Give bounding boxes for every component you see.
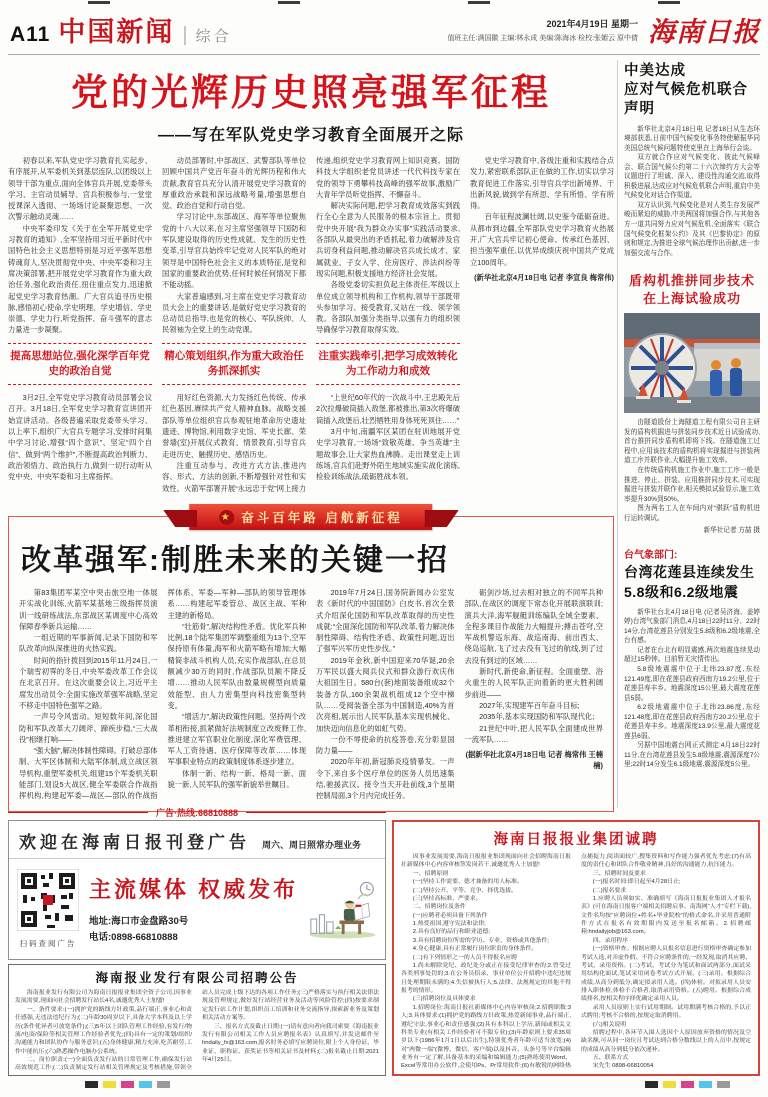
group-recruit-body (401, 853, 751, 1073)
paragraph: 海南报业发行有限公司为海南日报报业集团全资子公司,因事业发展需要,现面向社会招聘发行站长4名,诚邀优秀人士加盟! (15, 990, 192, 1005)
paragraph: 各级党委切实担负起主体责任,军级以上单位成立领导机构和工作机构,领导干部既带头参加学习、接受教育,又站在一线、领学领教。各部队加强分类指导,以强有力的组织领导确保学习教育取得实效。 (316, 280, 460, 335)
paragraph: 5.8级地震震中位于北纬23.87度,东经121.49度,即在花莲县政府西南方19.2公里,位于花莲县寿丰乡。地震深度15公里,最大震度花莲县5弱。 (624, 665, 760, 702)
paragraph: 一组近期的军事新闻,记录下国防和军队改革向纵深推进的火热实践。 (19, 633, 158, 654)
climate-article (624, 62, 760, 258)
paragraph: 一、条件要求:(一)拥护党的路线方针政策,品行端正,事业心和责任感强,无违法违纪行为;(二)年龄30周岁以下,具备大学本科及以上学历(条件优异者可放宽条件);(三)5年以上团队管理工作经验,有发行/物流/电商/保险等相关管理工作经验者优先;(四)具有一定的策划/组织/沟通能力和团队协作与服务意识;(五)身体健康,精力充沛,吃苦耐劳,工作中能抗压;(六)熟悉操作电脑办公系统。 (15, 1006, 192, 1055)
paragraph: 新时代,新使命,新征程。全面重塑、浴火重生的人民军队正向着新的更大胜利阔步前进—— (464, 667, 603, 699)
paragraph: 2.具有良好的品行和职业道德; (412, 929, 491, 936)
subsection-title: 综合 (195, 28, 232, 45)
paragraph: 记者在台北有明显震感,两次地震连续晃动超过15秒钟。目前暂无灾情传出。 (624, 646, 760, 664)
paragraph: 3月中旬,南疆军区某团在驻训地展开党史学习教育,一场场“致敬英雄、争当英雄”主题故事会,让大家热血沸腾。走出课堂走上训练场,官兵们赴野外陌生地域实施实战化演练,检验训练战法,砥砺胜战本领。 (316, 427, 460, 482)
paragraph: 二、招聘岗位及条件 (412, 904, 466, 911)
paragraph: 2020年年初,新冠肺炎疫情暴发。一声令下,来自多个医疗单位的医务人员迅速集结,驰援武汉。接令当天开赴前线,3个星期控制局面,3个月内完成任务。 (316, 757, 455, 801)
edition-number: A11 (10, 23, 51, 46)
shield-photo-byline: 新华社记者 方喆 摄 (703, 527, 760, 535)
qr-caption: 扫码查阅广告 (19, 939, 77, 948)
paragraph: 因事业发展需要,海南日报报业集团现面向社会招聘海南日报社新媒体中心内容审核签发岗若干,诚邀优秀人士加盟! (401, 854, 571, 869)
climate-headline-line2: 应对气候危机联合声明 (624, 81, 748, 117)
main-subtitle: ——写在军队党史学习教育全面展开之际 (157, 127, 464, 144)
group-recruit-title: 海南日报报业集团诚聘 (493, 832, 659, 848)
ad-hotline-label: 广告·热线:66810888 (155, 808, 239, 818)
paragraph: 一份不辱使命的抗疫答卷,充分彰显国防力量—— (316, 734, 455, 756)
paragraph: 图为两名工人在车间内对“骐跃”盾构机进行运转调试。 (624, 505, 760, 522)
faxing-recruit-body (15, 989, 379, 1075)
paragraph: 新华社北京4月18日电 记者18日从生态环境部获悉,日前中国气候变化事务特使解振华同美国总统气候问题特使克里在上海举行会谈。 (624, 125, 760, 152)
earthquake-headline-line2: 5.8级和6.2级地震 (624, 584, 739, 601)
paragraph: (三)招聘岗位及具体要求 (412, 996, 476, 1003)
paragraph: 在传统盾构机施工作业中,施工工序一般是推进、停止、拼装。应用推拼同步技术,可实现掘进与拼装并联作业,相关模拟试验显示,施工效率提升30%到50%。 (624, 467, 760, 503)
color-calibration-bar (85, 1081, 170, 1088)
paragraph: 学习讨论中,东部战区、海军等单位聚焦党的十八大以来,在习主席坚强领导下国防和军队建设取得的历史性成就、发生的历史性变革,引导官兵始终牢记党对人民军队的绝对领导是中国特色社会主义的本质特征,是党和国家的重要政治优势,任何时候任何情况下都不能动摇。 (162, 212, 306, 290)
group-recruit-box (392, 820, 760, 1076)
paragraph: 双方就合作应对气候变化、彼此气候峰会、联合国气候公约第二十六次缔约方大会等议题进行了坦诚、深入、建设性沟通交流,取得积极进展,达成应对气候危机联合声明,重启中美气候变化对话合作渠道。 (624, 154, 760, 200)
paragraph: (一)资格审查。根据应聘人员报名信息进行资格审查确定参加考试人选,对弄虚作假、不符合应聘条件的,一经发现,取消其应聘、考试、录用资格。(二)考试。考试分为笔试和面试两部分,面试采用结构化面试,笔试采用闭卷考试方式开展。(三)录用。根据综合成绩,从高分到低分,确定拟录用人选。(四)体检。对拟录用人员安排入职体检,体检不合格者,取消录用资格。(五)聘用。根据综合成绩排名,按相关程序择优确定录用人员。 (581, 946, 751, 1003)
series-banner-label: 奋斗百年路 启航新征程 (241, 511, 403, 525)
earthquake-article (624, 546, 760, 770)
ad-welcome-row (9, 821, 385, 859)
header-rule (8, 54, 760, 55)
date-line: 2021年4月19日 星期一 (546, 18, 638, 29)
paragraph: “上世纪60年代的一次战斗中,王忠殿先后2次拉爆破筒插入敌堡,都被推出,第3次将爆破筒插入敌堡后,壮烈牺牲用身体死死顶住……” (316, 393, 460, 425)
paragraph: 招聘过程中,各环节入围人选因个人原因放弃资格的情况及空缺名额,可从同一岗位且考试达到合格分数线以上的人员中,按规定的成绩从高分到低分依次递补。 (581, 1029, 751, 1053)
main-article (8, 62, 614, 501)
section-block (10, 10, 232, 49)
article-subhead-2: 精心策划组织,作为重大政治任务抓深抓实 (162, 343, 306, 385)
paragraph: 三、招聘时间及要求 (592, 870, 646, 877)
paragraph: 大家普遍感到,习主席在党史学习教育动员大会上的重要讲话,是做好党史学习教育的总动员总指导,也是党的核心、军队统帅、人民领袖为全党上的生动党课。 (162, 291, 306, 335)
paragraph: 2019年7月24日,国务院新闻办公室发表《新时代的中国国防》白皮书,首次全景式介绍深化国防和军队改革取得的历史性成就:“全面深化国防和军队改革,着力解决体制性障碍、结构性矛盾、政策性问题,迈出了强军兴军历史性步伐。” (316, 588, 455, 654)
paragraph: 1.尚未解除党纪、政纪处分或正在接受纪律审查的;2.曾受过各类刑事处罚的;3.在公务员招录、事业单位公开招聘中违纪违规且处理期限未满的;4.失信被执行人;5.法律、法规规定的其他不得报考的情形。 (401, 962, 571, 994)
paragraph: 1.应聘人员须如实、准确填写《海南日报报业集团人才报名表》(可在海南日报客户端相关招聘启事、南海网“人才”专栏下载),文件名均按“应聘岗位+姓名+毕业院校”的格式命名,并采用普通附件方式在报名有效期限内发送至报名邮箱。2.招聘邮箱:hndailyjob@163.com。 (581, 895, 751, 936)
shield-caption (624, 418, 760, 523)
paragraph: (六)相关说明 (592, 1021, 627, 1028)
staff-line: 值班主任:满国徽 主编:林永成 美编:陈海冰 检校:张媚云 原中倩 (447, 34, 638, 42)
paragraph: 6.2级地震震中位于北纬23.86度,东经121.48度,即在花莲县政府西南方20.2公里,位于花莲县寿丰乡。地震深度13.9公里,最大震度花莲县6弱。 (624, 704, 760, 740)
ad-slogan-block (89, 873, 298, 944)
registration-mark (468, 1, 490, 4)
paragraph: 百年征程波澜壮阔,以史鉴今砥砺奋进。从都市到边疆,全军部队党史学习教育火热展开,广大官兵牢记初心使命、传承红色基因、担当强军重任,以优异成绩庆祝中国共产党成立100周年。 (470, 212, 614, 267)
shield-machine-photo (624, 313, 760, 413)
paragraph: 用好红色资源,大力发扬红色传统、传承红色基因,赓续共产党人精神血脉。战略支援部队等单位组织官兵参观驻地革命历史遗址遗迹、博物馆,利用数字史馆、军史长廊、荣誉墙(室)开展仪式教育、情景教育,引导官兵走进历史、触摸历史、感悟历史。 (162, 393, 306, 459)
party-emblem-icon: ★ (220, 511, 233, 523)
paragraph: 2035年,基本实现国防和军队现代化; (479, 712, 595, 722)
paragraph: “强大脑”,解决体制性障碍。打破总部体制、大军区体制和大陆军体制,成立战区领导机构,重塑军委机关,组建15个军委机关职能部门,划设5大战区,健全军委联合作战指挥机构,构建起军委—战区—部队的作战指挥体系、军委—军种—部队的领导管理体系……构建起军委管总、战区主战、军种主建的新格局。 (19, 588, 306, 801)
paragraph: 一声号令风雷动。短短数年间,深化国防和军队改革大刀阔斧、蹄疾步稳,“三大战役”相继打响—— (19, 712, 158, 744)
ad-welcome-text: 欢迎在海南日报刊登广告 (19, 833, 250, 852)
ad-hotline-rule (8, 806, 386, 819)
paragraph: 新华社台北4月18日电 (记者吴济海、姜婷婷)台湾气象部门消息,4月18日22时11分、22时14分,台湾花莲县分别发生5.8级和6.2级地震,全台有感。 (624, 608, 760, 645)
newspaper-ad-box (8, 820, 386, 960)
main-article-byline: (新华社北京4月18日电 记者 李宣良 梅常伟) (474, 272, 614, 282)
paragraph: 一、招聘原则 (412, 870, 449, 877)
reform-headline: 改革强军:制胜未来的关键一招 (21, 544, 449, 577)
column-divider (617, 60, 618, 808)
paragraph: 四、录用程序 (592, 937, 629, 944)
paragraph: 2019年金秋,新中国迎来70华诞,20余万军民以盛大阅兵仪式和群众游行欢庆伟大祖国生日。580台(套)地面装备组成32个装备方队,160余架战机组成12个空中梯队……受阅装备全部为中国制造,40%为首次亮相,展示出人民军队基本实现机械化、加快迈向信息化的如虹气势。 (316, 655, 455, 733)
reform-paragraphs (19, 587, 603, 809)
paragraph: 由隧道股份上海隧道工程有限公司自主研发的盾构机掘进与拼装同步技术近日试验成功,首台推拼同步盾构机即将下线。在隧道施工过程中,应用该技术的盾构机将实现掘进与拼装两道工序并联作业,大幅提升施工效率。 (624, 419, 760, 465)
paragraph: 3月2日,全军党史学习教育动员部署会议召开。3月18日,全军党史学习教育宣讲团开始宣讲活动。各级普遍采取党委带头学习、以上率下,组织广大官兵专题学习,安排时间集中学习讨论,增强“四个意识”、坚定“四个自信”、做到“两个维护”,不断提高政治判断力、政治领悟力、政治执行力,做到一切行动听从党中央、中央军委和习主席指挥。 (8, 393, 152, 482)
earthquake-kicker: 台气象部门: (624, 550, 678, 562)
newspaper-logo: 海南日报 (648, 17, 760, 48)
paragraph: 砺剑沙场,过去相对独立的不同军兵种部队,在战区的调度下常态化开展联演联训;演兵大洋,海军舰艇训练编队全域全要素、全程多课目作战能力大幅提升;搏击苍穹,空军战机警巡东海、战巡南海、前出西太、绕岛巡航,飞了过去没有飞过的航线,到了过去没有到过的区域…… (464, 588, 603, 665)
paragraph: “壮筋骨”,解决结构性矛盾。优化军兵种比例,18个陆军集团军调整重组为13个,空军保持原有体量,海军和火箭军略有增加;大幅精简非战斗机构人员,充实作战部队,在总员额减少30万的同时,作战部队员额不降反增……推动人民军队由数量规模型向质量效能型、由人力密集型向科技密集型转变。 (167, 621, 306, 710)
earthquake-headline-line1: 台湾花莲县连续发生 (624, 564, 755, 581)
faxing-recruit-title: 海南报业发行有限公司招聘公告 (95, 971, 299, 985)
paragraph: 2027年,实现建军百年奋斗目标; (479, 700, 580, 710)
paragraph: 1.招聘岗位:海南日报社新媒体中心内容审核岗;2.招聘职数:3人;3.具体要求:(1)拥护党的路线方针政策,热爱新闻事业,品行端正,遵纪守法,事业心和责任感强;(2)具有本科以上学历,新闻或相关文科类专业(有相关工作经验者可不限专业);(3)年龄原则上要求35周岁以下(1986年1月1日以后出生),特别优秀者年龄可适当放宽;(4)对“两微一端”(微博、微信、客户端)以及抖音、头条号等平台编辑业务有一定了解,具备基本的采编和编辑能力;(5)熟练使用Word、Excel等常用办公软件,会使用Ps、Pr常用软件;(6)有敏锐的网络热点捕捉力,阅读面较广,搜集资料和写作能力强者优先考虑;(7)有高度的责任心和团队合作敬业精神,良好的沟通能力,抗压能力。 (401, 854, 751, 1070)
ad-phone: 电话:0898-66810888 (89, 931, 178, 943)
paragraph: (三)坚持高标准、严要求。 (412, 895, 482, 902)
shield-headline-line1: 盾构机推拼同步技术 (628, 273, 755, 289)
climate-headline-line1: 中美达成 (624, 63, 686, 79)
ad-cartoon-illustration (308, 867, 377, 951)
paragraph: (二)坚持公开、平等、竞争、择优选拔。 (412, 887, 517, 894)
paragraph: “增活力”,解决政策性问题。坚持两个改革相衔接,抓紧做好法规制度立改废释工作,推进建立军官职业化制度,深化军费管理、军人工资待遇、医疗保障等改革……体现军事职业特点的政策制度体系逐步建立。 (167, 712, 306, 767)
ad-address: 地址:海口市金盘路30号 (89, 916, 189, 928)
paragraph: 时间的指针拨回到2015年11月24日,一个瑞雪初霁的冬日,中央军委改革工作会议在北京召开。在这次重要会议上,习近平主席发出动员令:全面实施改革强军战略,坚定不移走中国特色强军之路。 (19, 655, 158, 710)
shield-machine-article (624, 272, 760, 534)
paragraph: 党史学习教育中,各级注重和实践结合点发力,紧密联系部队正在做的工作,切实以学习教育促进工作落实,引导官兵学出新境界、干出新风貌,做到学有所思、学有所悟、学有所得。 (470, 156, 614, 211)
paragraph: 1.热爱祖国,遵守宪法和法律; (412, 921, 486, 927)
paragraph: 3.具有招聘岗位所需的学历、专业、资格或其他条件; (412, 937, 549, 944)
paragraph: 双方认识到,气候变化是对人类生存发展严峻而紧迫的威胁,中美两国将加强合作,与其他各方一道共同努力应对气候危机,全面落实《联合国气候变化框架公约》及其《巴黎协定》的原则和规定,为推进全球气候治理作出贡献,进一步加强交流与合作。 (624, 201, 760, 257)
paragraph: 解决实际问题,把学习教育成效落实到践行全心全意为人民服务的根本宗旨上。贯彻党中央开展“我为群众办实事”实践活动要求,各部队从最突出的矛盾抓起,着力破解涉及官兵切身利益问题,推动解决官兵成长成才、家属就业、子女入学、住房医疗、涉法纠纷等现实问题,积极支援地方经济社会发展。 (316, 201, 460, 278)
paragraph: (一)坚持工作需要、德才兼备的用人标准。 (412, 879, 523, 886)
masthead-block (447, 10, 760, 49)
article-subhead-1: 提高思想站位,强化深学百年党史的政治自觉 (8, 343, 152, 385)
paragraph: 五、联系方式 (592, 1055, 629, 1061)
main-article-body (8, 155, 614, 501)
paragraph: 体制一新、结构一新、格局一新、面貌一新,人民军队的强军新貌举世瞩目。 (167, 768, 306, 790)
qr-code (17, 869, 79, 931)
paragraph: 中央军委印发《关于在全军开展党史学习教育的通知》,全军坚持用习近平新时代中国特色社会主义思想特别是习近平强军思想铸魂育人,坚决贯彻党中央、中央军委和习主席决策部署,把开展党史学习教育作为重大政治任务,强化政治责任,扭住重点发力,迅速掀起党史学习教育热潮。广大官兵追寻历史根脉,感悟初心使命,学史明理、学史增信、学史崇德、学史力行,听党指挥、奋斗强军的意志力量进一步凝聚。 (8, 223, 152, 335)
sidebar-column (624, 62, 760, 770)
intro-paragraphs (8, 155, 152, 336)
paragraph: 动员部署时,中部战区、武警部队等单位回顾中国共产党百年奋斗的光辉历程和伟大贡献,教育官兵充分认清开展党史学习教育的厚重政治承载和深远战略考量,增强思想自觉、政治自觉和行动自觉。 (162, 156, 306, 211)
paragraph: 三、报名方式及截止日期:(一)请有意向者向我司索要《海南报业发行有限公司相关工作人员应聘报名表》认真填写,并发送邮件至hndaily_fx@163.com,报名时务必填写应聘岗位,附上个人身份证、毕业证、职称证、获奖证书等相关证书及材料;(二)报名截止日期:2021年4月25日。 (202, 1023, 379, 1063)
paragraph: (二)报名要求 (592, 887, 627, 894)
article-subhead-3: 注重实践牵引,把学习成效转化为工作动力和成效 (316, 343, 460, 385)
registration-mark (658, 1, 680, 4)
ad-welcome-note: 周六、周日照常办理业务 (262, 840, 362, 850)
paragraph: 第83集团军某空中突击旅空地一体展开实战化训练,火箭军某基地三级指挥员演训一线研练战法,东部战区某调度中心高效保障春季新兵运输…… (19, 588, 158, 631)
issue-meta (447, 17, 638, 43)
page-header (10, 10, 760, 49)
color-calibration-bar (645, 1081, 730, 1088)
paragraph: 初春以来,军队党史学习教育扎实起步、有序展开,从军委机关到基层连队,以团级以上领导干部为重点,面向全体官兵开展,党委带头学习、主官动员辅导、官兵积极参与,一堂堂授课深入透彻、一场场讨论凝聚思想、一次次警示触动灵魂…… (8, 156, 152, 222)
earthquake-body (624, 608, 760, 770)
faxing-recruit-box (8, 964, 386, 1076)
qr-block (17, 869, 79, 949)
registration-mark (278, 1, 300, 4)
paragraph: 录用人员原则上实行试用期制。试用期满考核合格的,予以正式聘用;考核不合格的,按规定取消聘用。 (581, 1004, 751, 1020)
ad-slogan: 主流媒体 权威发布 (89, 877, 299, 903)
ad-content-row (9, 859, 385, 955)
main-headline: 党的光辉历史照亮强军征程 (71, 72, 551, 113)
reform-article-box (8, 511, 614, 812)
paragraph: (一)报名时间:即日起至4月28日止; (592, 879, 681, 886)
paragraph: 4.身心健康,具有正常履行岗位职责的身体条件。 (412, 946, 538, 953)
paragraph: (一)应聘者必须具备下列条件 (412, 912, 488, 919)
shield-headline-line2: 在上海试验成功 (642, 290, 741, 306)
registration-mark (88, 1, 110, 4)
series-banner (189, 504, 432, 530)
paragraph: 注重互动参与、改进方式方法,推进内容、形式、方法的创新,不断增强针对性和实效性。火箭军部署开展“永远忠于党”网上接力传递,组织党史学习教育网上知识竞赛。国防科技大学组织老党员讲述一代代科技专家在党的领导下勇攀科技高峰的强军故事,激励广大青年学员听党指挥、不懈奋斗。 (162, 156, 460, 493)
paragraph: 二、岗位职责:(一)全面负责发行站的日常管理工作,确保发行站高效规范工作;(二)负责制定发行站相关管理规定及考核措施,带领全站人员完成上级下达的各项工作任务;(三)严格落实与执行相关法律法规及管理规定,做好发行站经营业务及活动等风险管控;(四)按要求制定发行站工作计划,组织员工培训和业务交流指导,探索新业务及策划相关活动方案等。 (15, 990, 379, 1072)
reform-article-body (19, 587, 603, 809)
reform-article-byline: (据新华社北京4月18日电 记者 梅常伟 王楠楠) (465, 750, 603, 771)
section-title: 中国新闻 (58, 17, 175, 47)
divider: | (182, 24, 188, 46)
paragraph: 宋先生 0898-66810054 (592, 1063, 654, 1070)
climate-body (624, 125, 760, 259)
paragraph: (二)有下列情形之一的人员不得报名应聘 (412, 954, 517, 961)
paragraph: 21世纪中叶,把人民军队全面建成世界一流军队…… (464, 723, 603, 744)
paragraph: 另据中国地震台网正式测定:4月18日22时11分,在台湾花莲县发生5.8级地震,震源深度7公里;22时14分发生6.1级地震,震源深度5公里。 (624, 742, 760, 769)
